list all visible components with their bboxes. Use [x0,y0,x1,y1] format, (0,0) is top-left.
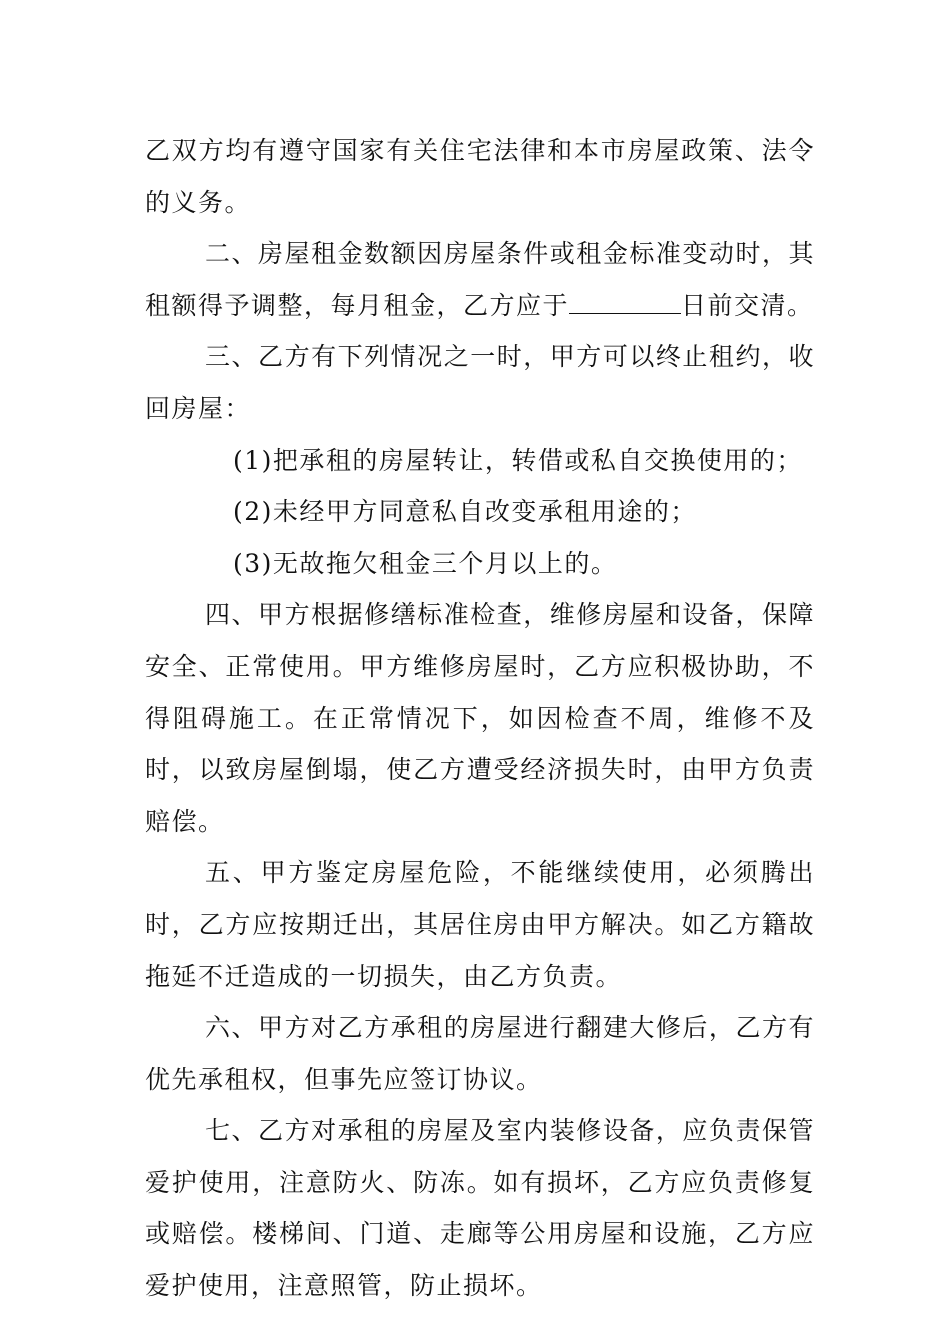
paragraph-clause-3: 三、乙方有下列情况之一时，甲方可以终止租约，收回房屋： [145,342,815,423]
clause-2-text-after: 日前交清。 [681,290,814,320]
list-item-1: (1)把承租的房屋转让，转借或私自交换使用的； [233,445,803,475]
paragraph-obligations-continued: 乙双方均有遵守国家有关住宅法律和本市房屋政策、法令的义务。 [145,136,815,217]
list-item-2: (2)未经甲方同意私自改变承租用途的； [233,497,697,527]
paragraph-clause-5: 五、甲方鉴定房屋危险，不能继续使用，必须腾出时，乙方应按期迁出，其居住房由甲方解决。如乙方籍故拖延不迁造成的一切损失，由乙方负责。 [145,858,815,991]
paragraph-clause-7: 七、乙方对承租的房屋及室内装修设备，应负责保管爱护使用，注意防火、防冻。如有损坏，乙方应负责修复或赔偿。楼梯间、门道、走廊等公用房屋和设施，乙方应爱护使用，注意照管，防止损坏。 [145,1116,815,1301]
paragraph-clause-6: 六、甲方对乙方承租的房屋进行翻建大修后，乙方有优先承租权，但事先应签订协议。 [145,1013,815,1094]
payment-date-blank[interactable] [569,291,681,314]
paragraph-clause-2 [145,228,815,331]
list-item-3: (3)无故拖欠租金三个月以上的。 [233,548,618,578]
document-body [145,125,815,1312]
paragraph-clause-4: 四、甲方根据修缮标准检查，维修房屋和设备，保障安全、正常使用。甲方维修房屋时，乙方应积极协助，不得阻碍施工。在正常情况下，如因检查不周，维修不及时，以致房屋倒塌，使乙方遭受经济损失时，由甲方负责赔偿。 [145,600,815,836]
clause-2-text-before: 二、房屋租金数额因房屋条件或租金标准变动时，其租额得予调整，每月租金，乙方应于 [145,239,815,320]
